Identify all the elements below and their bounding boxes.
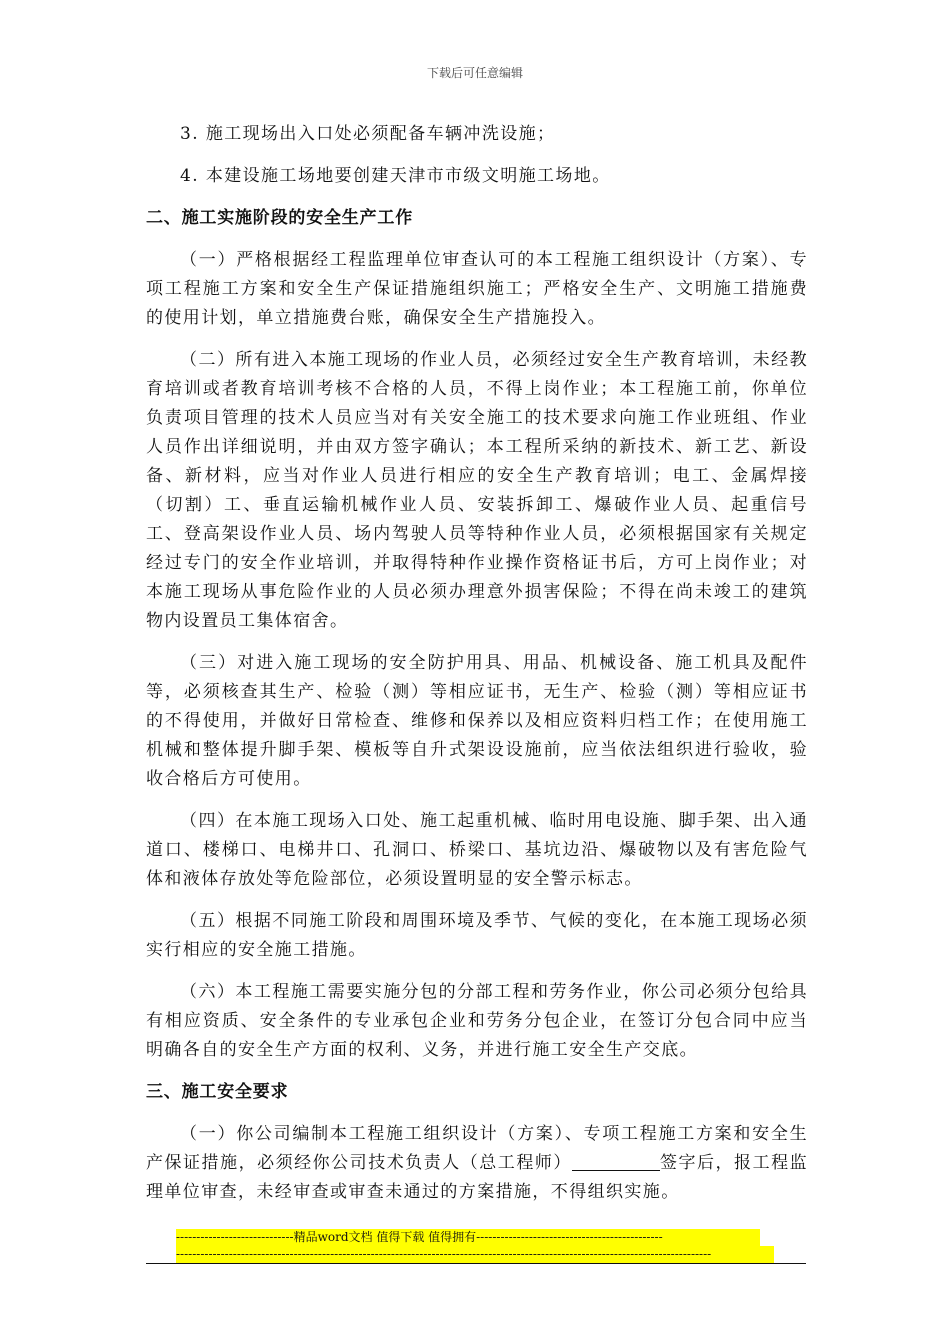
footer-banner [176, 1229, 774, 1263]
footer-divider [146, 1263, 806, 1264]
signature-blank [572, 1152, 660, 1171]
section3-paragraph-1 [146, 1120, 808, 1207]
section-heading-2: 二、施工实施阶段的安全生产工作 [146, 208, 413, 228]
section2-paragraph-3: （三）对进入施工现场的安全防护用具、用品、机械设备、施工机具及配件等，必须核查其生产、检验（测）等相应证书，无生产、检验（测）等相应证书的不得使用，并做好日常检查、维修和保养以及相应资料归档工作；在使用施工机械和整体提升脚手架、模板等自升式架设设施前，应当依法组织进行验收，验收合格后方可使用。 [146, 653, 808, 789]
document-body [146, 120, 808, 1220]
section2-paragraph-4: （四）在本施工现场入口处、施工起重机械、临时用电设施、脚手架、出入通道口、楼梯口、电梯井口、孔洞口、桥梁口、基坑边沿、爆破物以及有害危险气体和液体存放处等危险部位，必须设置明显的安全警示标志。 [146, 811, 808, 889]
section3-paragraph-1-start: （一）你公司编制本工程施工组织设计（方案）、专项工程施工方案和安全生产保证措施，必须经你公司技术负责人（总工程师） [146, 1124, 808, 1173]
section3-paragraph-1-end: 签字后，报工程监理单位审查，未经审查或审查未通过的方案措施，不得组织实施。 [146, 1153, 809, 1202]
footer-banner-line-2: ------------------------------------------------------------------------------------------------------------------------------------ [176, 1246, 774, 1263]
list-item-3: 3. 施工现场出入口处必须配备车辆冲洗设施； [180, 124, 556, 144]
section2-paragraph-6: （六）本工程施工需要实施分包的分部工程和劳务作业，你公司必须分包给具有相应资质、安全条件的专业承包企业和劳务分包企业，在签订分包合同中应当明确各自的安全生产方面的权利、义务，并进行施工安全生产交底。 [146, 982, 808, 1060]
page-header-note: 下载后可任意编辑 [426, 66, 523, 80]
section2-paragraph-1: （一）严格根据经工程监理单位审查认可的本工程施工组织设计（方案）、专项工程施工方案和安全生产保证措施组织施工；严格安全生产、文明施工措施费的使用计划，单立措施费台账，确保安全生产措施投入。 [146, 250, 808, 328]
list-item-4: 4. 本建设施工场地要创建天津市市级文明施工场地。 [180, 166, 611, 186]
section2-paragraph-5: （五）根据不同施工阶段和周围环境及季节、气候的变化，在本施工现场必须实行相应的安全施工措施。 [146, 911, 808, 960]
section-heading-3: 三、施工安全要求 [146, 1082, 289, 1102]
footer-banner-line-1: -----------------------------精品word文档 值得下载 值得拥有---------------------------------------------- [176, 1229, 760, 1246]
section2-paragraph-2: （二）所有进入本施工现场的作业人员，必须经过安全生产教育培训，未经教育培训或者教育培训考核不合格的人员，不得上岗作业；本工程施工前，你单位负责项目管理的技术人员应当对有关安全施工的技术要求向施工作业班组、作业人员作出详细说明，并由双方签字确认；本工程所采纳的新技术、新工艺、新设备、新材料，应当对作业人员进行相应的安全生产教育培训；电工、金属焊接（切割）工、垂直运输机械作业人员、安装拆卸工、爆破作业人员、起重信号工、登高架设作业人员、场内驾驶人员等特种作业人员，必须根据国家有关规定经过专门的安全作业培训，并取得特种作业操作资格证书后，方可上岗作业；对本施工现场从事危险作业的人员必须办理意外损害保险；不得在尚未竣工的建筑物内设置员工集体宿舍。 [146, 350, 808, 631]
